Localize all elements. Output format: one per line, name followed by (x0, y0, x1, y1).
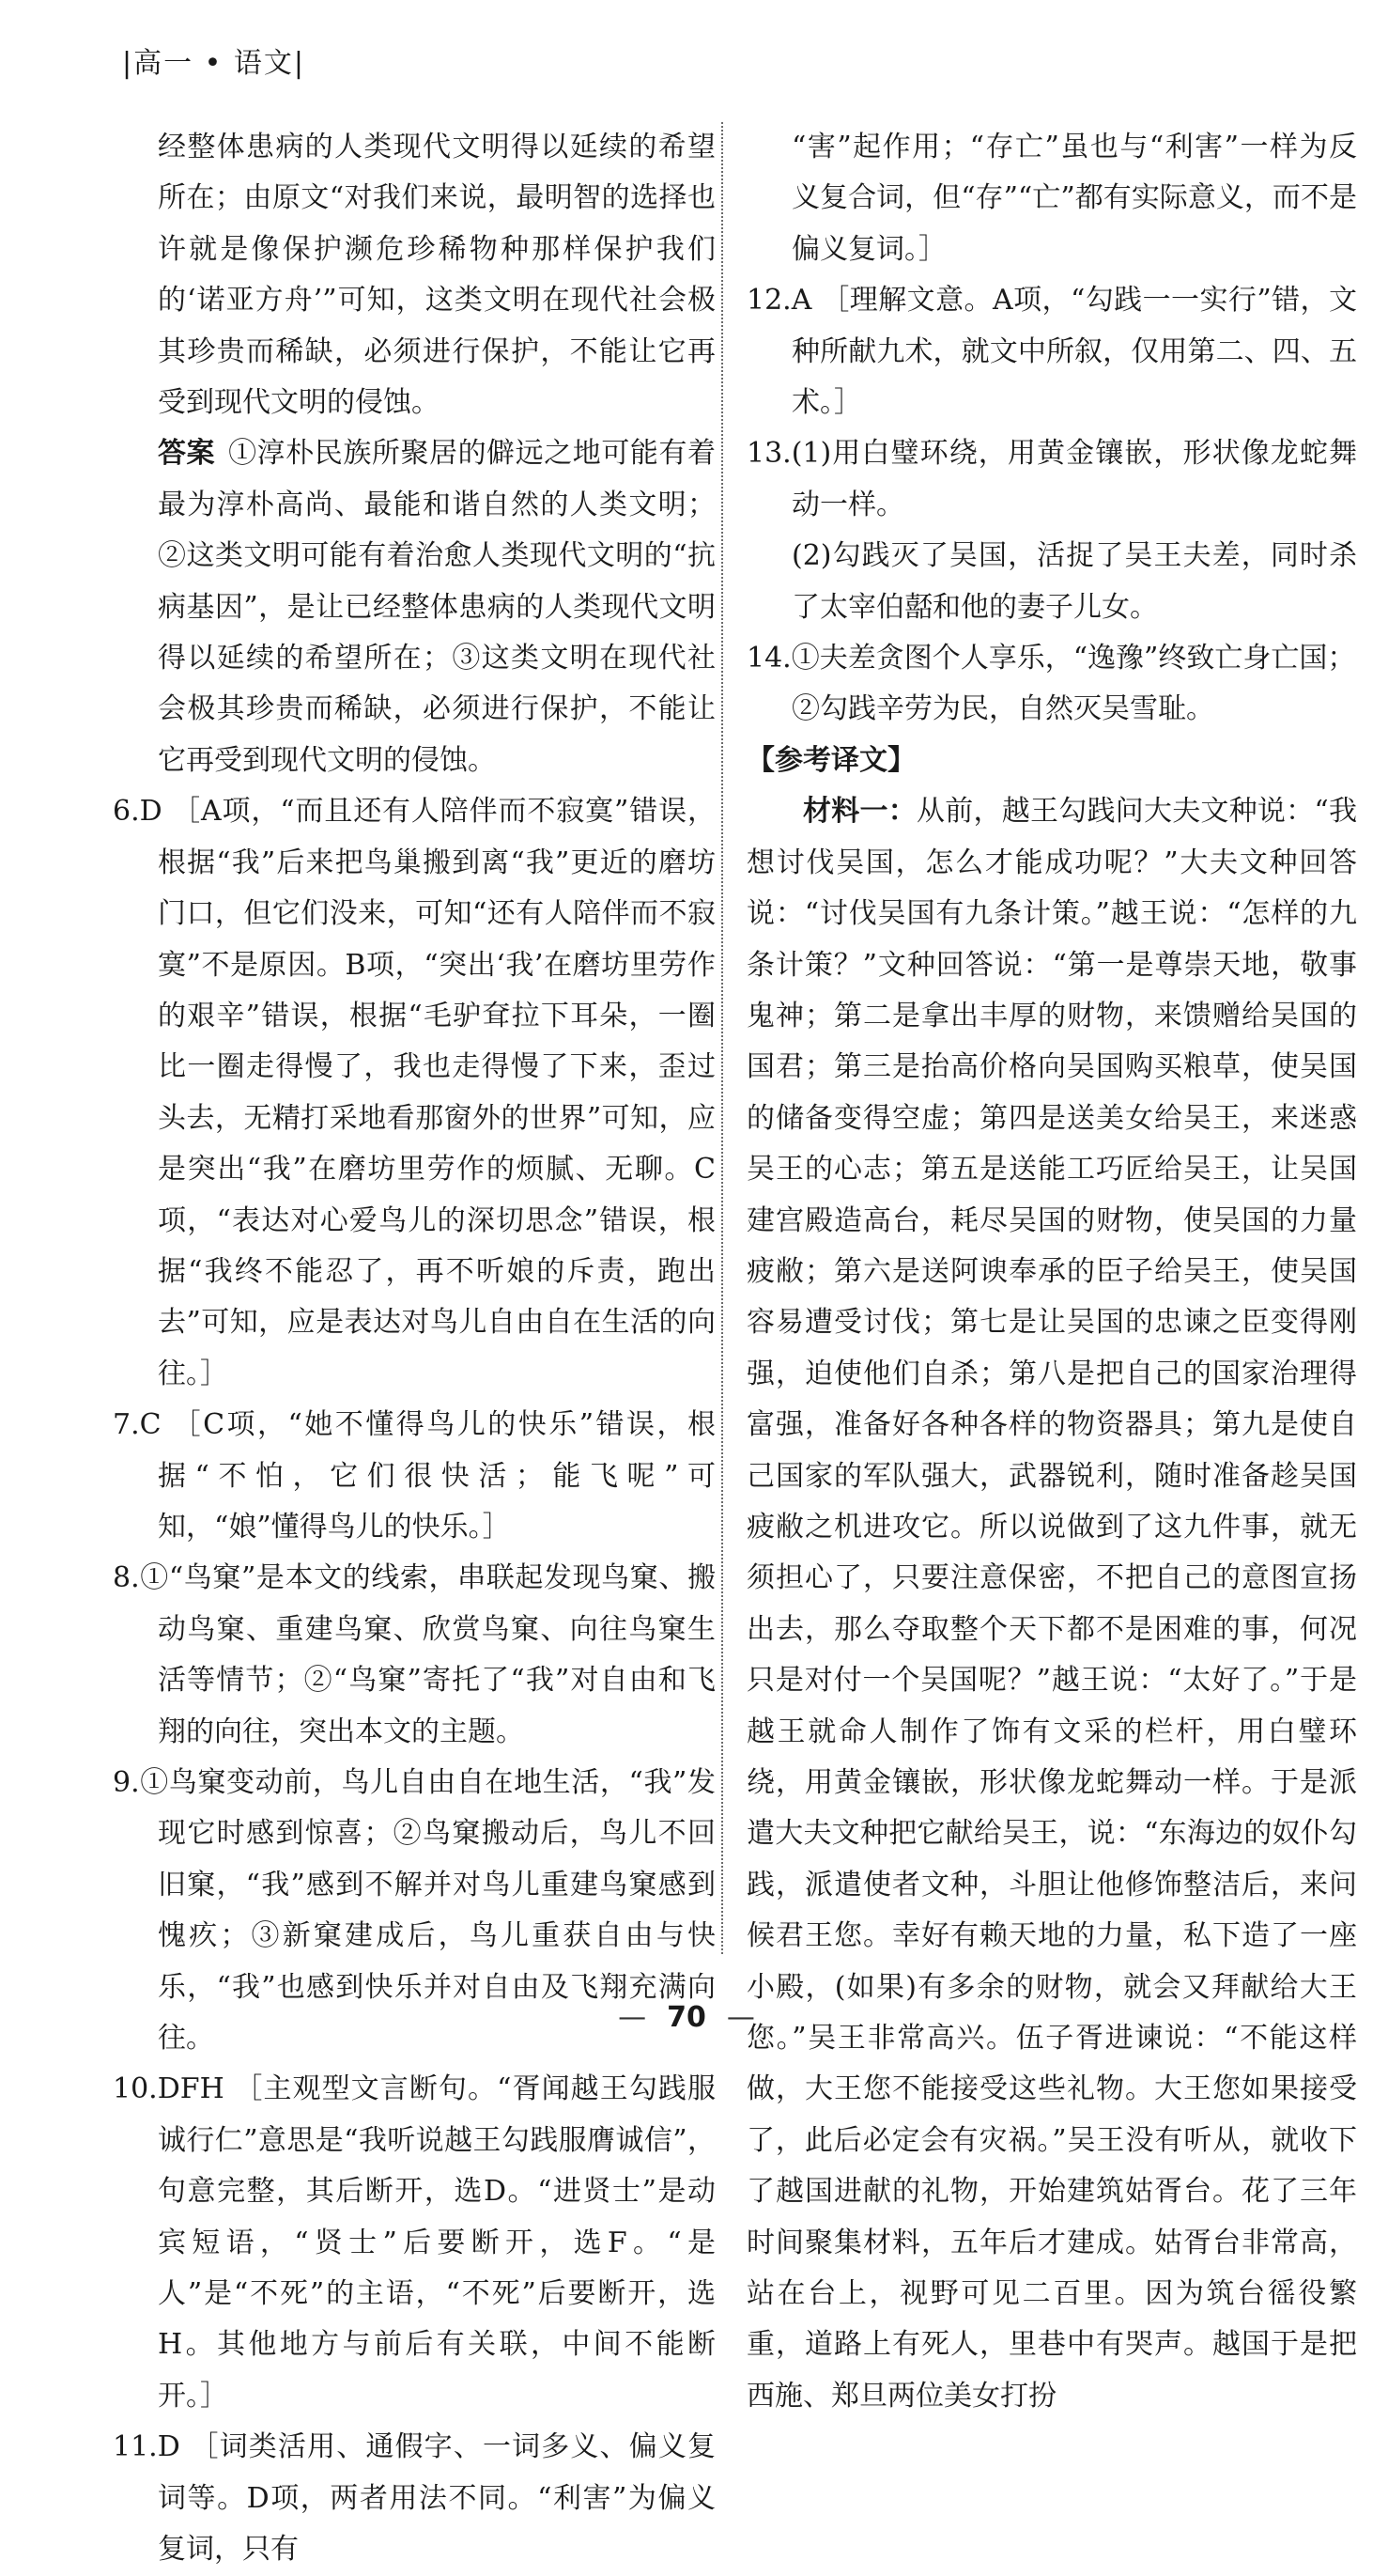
q6-answer: 6.D ［A项，“而且还有人陪伴而不寂寞”错误，根据“我”后来把鸟巢搬到离“我”更近的磨坊门口，但它们没来，可知“还有人陪伴而不寂寞”不是原因。B项，“突出‘我’在磨坊里劳作的艰辛”错误，根据“毛驴耷拉下耳朵，一圈比一圈走得慢了，我也走得慢了下来，歪过头去，无精打采地看那窗外的世界”可知，应是突出“我”在磨坊里劳作的烦腻、无聊。C项，“表达对心爱鸟儿的深切思念”错误，根据“我终不能忍了，再不听娘的斥责，跑出去”可知，应是表达对鸟儿自由自在生活的向往。］ (113, 795, 716, 1390)
header-subject: |高一 • 语文| (122, 47, 305, 80)
q14-answer-1: 14.①夫差贪图个人享乐，“逸豫”终致亡身亡国； (747, 642, 1356, 675)
q14-answer-2: ②勾践辛劳为民，自然灭吴雪耻。 (792, 692, 1214, 726)
q5-explanation-continued: 经整体患病的人类现代文明得以延续的希望所在；由原文“对我们来说，最明智的选择也许就是像保护濒危珍稀物种那样保护我们的‘诺亚方舟’”可知，这类文明在现代社会极其珍贵而稀缺，必须进行保护，不能让它再受到现代文明的侵蚀。 (158, 131, 716, 420)
translation-text (747, 786, 1357, 2422)
translation-body: 从前，越王勾践问大夫文种说：“我想讨伐吴国，怎么才能成功呢？”大夫文种回答说：“讨伐吴国有九条计策。”越王说：“怎样的九条计策？”文种回答说：“第一是尊崇天地，敬事鬼神；第二是拿出丰厚的财物，来馈赠给吴国的国君；第三是抬高价格向吴国购买粮草，使吴国的储备变得空虚；第四是送美女给吴王，来迷惑吴王的心志；第五是送能工巧匠给吴王，让吴国建宫殿造高台，耗尽吴国的财物，使吴国的力量疲敝；第六是送阿谀奉承的臣子给吴王，使吴国容易遭受讨伐；第七是让吴国的忠谏之臣变得刚强，迫使他们自杀；第八是把自己的国家治理得富强，准备好各种各样的物资器具；第九是使自己国家的军队强大，武器锐利，随时准备趁吴国疲敝之机进攻它。所以说做到了这九件事，就无须担心了，只要注意保密，不把自己的意图宣扬出去，那么夺取整个天下都不是困难的事，何况只是对付一个吴国呢？”越王说：“太好了。”于是越王就命人制作了饰有文采的栏杆，用白璧环绕，用黄金镶嵌，形状像龙蛇舞动一样。于是派遣大夫文种把它献给吴王，说：“东海边的奴仆勾践，派遣使者文种，斗胆让他修饰整洁后，来问候君王您。幸好有赖天地的力量，私下造了一座小殿，(如果)有多余的财物，就会又拜献给大王您。”吴王非常高兴。伍子胥进谏说：“不能这样做，大王您不能接受这些礼物。大王您如果接受了，此后必定会有灾祸。”吴王没有听从，就收下了越国进献的礼物，开始建筑姑胥台。花了三年时间聚集材料，五年后才建成。姑胥台非常高，站在台上，视野可见二百里。因为筑台徭役繁重，道路上有死人，里巷中有哭声。越国于是把西施、郑旦两位美女打扮 (747, 795, 1357, 2413)
q8-answer: 8.①“鸟窠”是本文的线索，串联起发现鸟窠、搬动鸟窠、重建鸟窠、欣赏鸟窠、向往鸟窠生活等情节；②“鸟窠”寄托了“我”对自由和飞翔的向往，突出本文的主题。 (113, 1561, 716, 1748)
answer-label: 答案 (158, 437, 216, 471)
column-divider (721, 122, 723, 1954)
q11-answer: 11.D ［词类活用、通假字、一词多义、偏义复词等。D项，两者用法不同。“利害”为偏义复词，只有 (113, 2430, 716, 2567)
q9-answer: 9.①鸟窠变动前，鸟儿自由自在地生活，“我”发现它时感到惊喜；②鸟窠搬动后，鸟儿不回旧窠，“我”感到不解并对鸟儿重建鸟窠感到愧疚；③新窠建成后，鸟儿重获自由与快乐，“我”也感到快乐并对自由及飞翔充满向往。 (113, 1766, 716, 2056)
q12-answer: 12.A ［理解文意。A项，“勾践一一实行”错，文种所献九术，就文中所叙，仅用第二、四、五术。］ (747, 284, 1357, 420)
answer-text: ①淳朴民族所聚居的僻远之地可能有着最为淳朴高尚、最能和谐自然的人类文明；②这类文明可能有着治愈人类现代文明的“抗病基因”，是让已经整体患病的人类现代文明得以延续的希望所在；③这类文明在现代社会极其珍贵而稀缺，必须进行保护，不能让它再受到现代文明的侵蚀。 (158, 437, 717, 777)
q7-answer: 7.C ［C项，“她不懂得鸟儿的快乐”错误，根据“不怕，它们很快活；能飞呢”可知，“娘”懂得鸟儿的快乐。］ (113, 1408, 716, 1544)
page-footer: — 70 — (618, 2001, 755, 2034)
right-column (747, 122, 1357, 2422)
page-number: 70 (667, 2001, 706, 2034)
q11-answer-continued: “害”起作用；“存亡”虽也与“利害”一样为反义复合词，但“存”“亡”都有实际意义，而不是偏义复词。］ (792, 131, 1357, 266)
q10-answer: 10.DFH ［主观型文言断句。“胥闻越王勾践服诚行仁”意思是“我听说越王勾践服膺诚信”，句意完整，其后断开，选D。“进贤士”是动宾短语，“贤士”后要断开，选F。“是人”是“不死”的主语，“不死”后要断开，选H。其他地方与前后有关联，中间不能断开。］ (113, 2072, 716, 2413)
q13-answer-1: 13.(1)用白璧环绕，用黄金镶嵌，形状像龙蛇舞动一样。 (747, 437, 1357, 521)
left-column (113, 122, 716, 2576)
q13-answer-2: (2)勾践灭了吴国，活捉了吴王夫差，同时杀了太宰伯嚭和他的妻子儿女。 (792, 539, 1357, 624)
q5-answer (113, 428, 716, 786)
reference-translation-title: 【参考译文】 (747, 743, 916, 777)
translation-lead: 材料一： (803, 795, 917, 829)
